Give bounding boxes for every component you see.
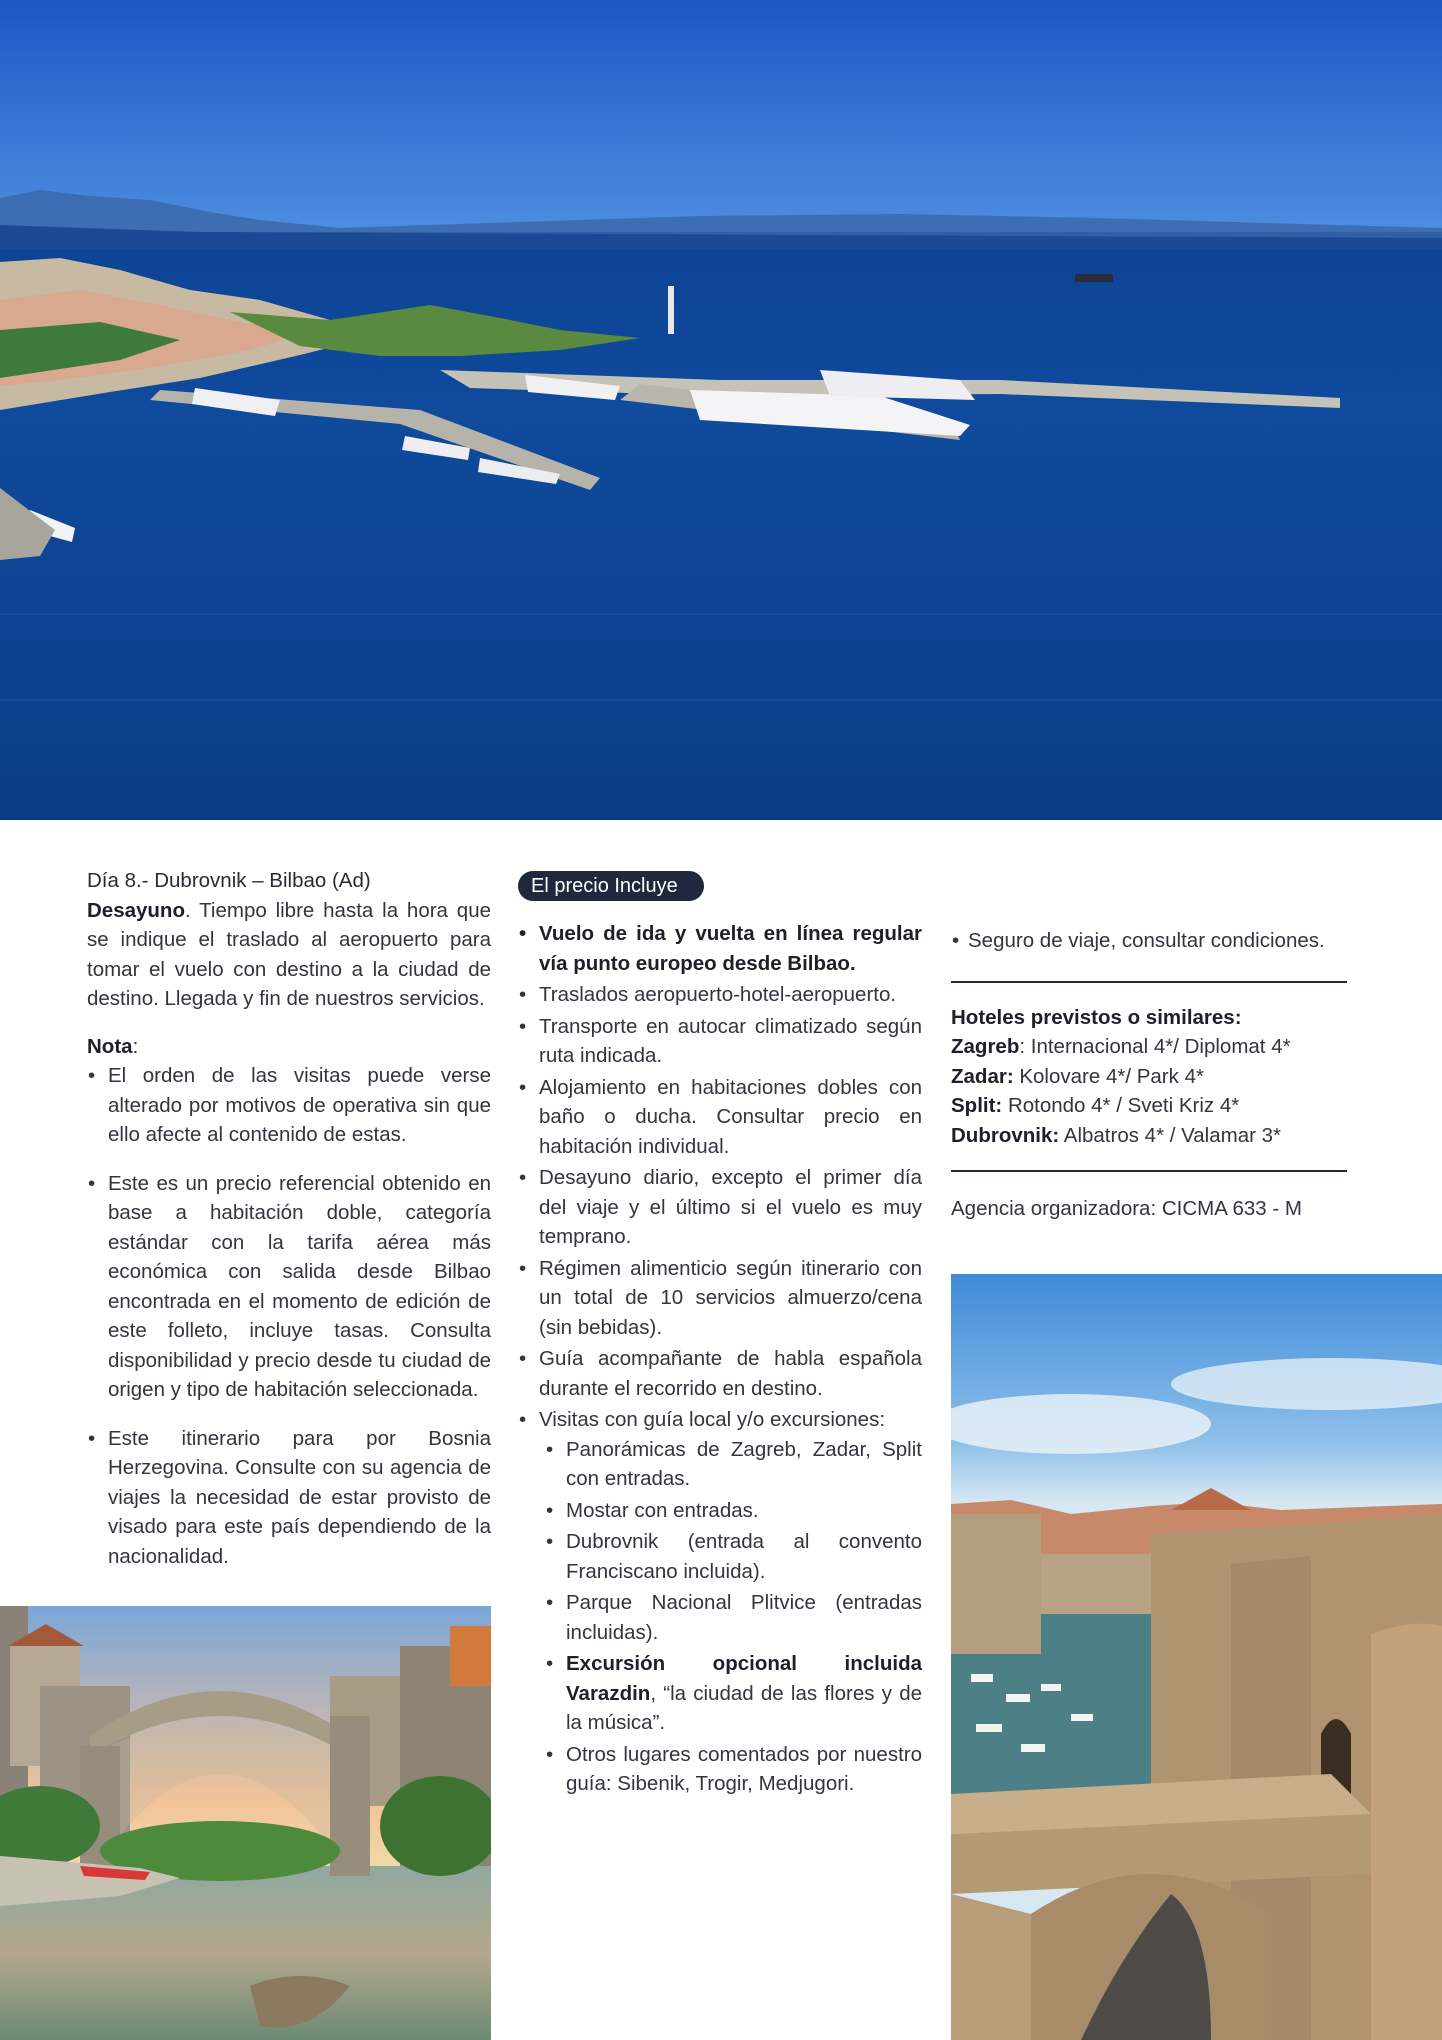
visita-item: • Otros lugares comentados por nuestro guía: Sibenik, Trogir, Medjugori. [545,1740,922,1799]
nota-colon: : [132,1034,139,1058]
hotel-list: Albatros 4* / Valamar 3* [1059,1123,1282,1147]
hotel-list: Rotondo 4* / Sveti Kriz 4* [1002,1094,1240,1117]
visitas-sublist [539,1435,922,1799]
incluye-list [518,919,922,1799]
day-8-body: . Tiempo libre hasta la hora que se indique el traslado al aeropuerto para tomar el vuelo con destino a la ciudad de destino. Llegada y fin de nuestros servicios. [87,898,491,1010]
nota-item: • El orden de las visitas puede verse alterado por motivos de operativa sin que ello afecte al contenido de estas. [87,1061,491,1150]
divider-top [951,981,1347,983]
incluye-item: • Transporte en autocar climatizado según ruta indicada. [518,1012,922,1071]
divider-bottom [951,1170,1347,1172]
hotel-city: Zadar: [951,1064,1014,1088]
incluye-item: • Guía acompañante de habla española durante el recorrido en destino. [518,1344,922,1403]
excursion-bold: Excursión opcional incluida Varazdin [566,1652,922,1705]
hotel-row [951,1062,1347,1092]
nota-item: • Este itinerario para por Bosnia Herzegovina. Consulte con su agencia de viajes la necesidad de estar provisto de visado para este país dependiendo de la nacionalidad. [87,1424,491,1572]
desayuno-label: Desayuno [87,898,185,922]
column-itinerary [87,866,491,1590]
mostar-bridge-photo [0,1606,491,2040]
hotel-list: Internacional 4*/ Diplomat 4* [1025,1035,1291,1058]
hotel-row [951,1121,1347,1151]
hotel-row [951,1032,1347,1062]
incluye-item-visitas [518,1405,922,1799]
column-hoteles [951,926,1347,1224]
excursion-rest: , “la ciudad de las flores y de la música”. [566,1681,922,1734]
hotel-row [951,1091,1347,1121]
hotel-city: Split: [951,1094,1003,1117]
visita-item-varazdin [545,1649,922,1738]
hero-harbor-photo [0,0,1442,820]
hotel-city: Dubrovnik: [951,1123,1060,1147]
seguro-list [951,926,1347,956]
incluye-item: • Traslados aeropuerto-hotel-aeropuerto. [518,980,922,1010]
visita-item: • Mostar con entradas. [545,1496,922,1526]
hotel-list: Kolovare 4*/ Park 4* [1013,1064,1204,1088]
nota-label: Nota [87,1034,133,1058]
agencia-text: Agencia organizadora: CICMA 633 - M [951,1197,1302,1220]
nota-heading [87,1032,491,1062]
incluye-item: • Alojamiento en habitaciones dobles con baño o ducha. Consultar precio en habitación individual. [518,1073,922,1162]
day-8-text [87,896,491,1014]
incluye-item: • Vuelo de ida y vuelta en línea regular vía punto europeo desde Bilbao. [518,919,922,978]
nota-item: • Este es un precio referencial obtenido en base a habitación doble, categoría estándar con la tarifa aérea más económica con salida desde Bilbao encontrada en el momento de edición de este folleto, incluye tasas. Consulta disponibilidad y precio desde tu ciudad de origen y tipo de habitación seleccionada. [87,1169,491,1405]
incluye-item: • Régimen alimenticio según itinerario con un total de 10 servicios almuerzo/cena (sin bebidas). [518,1254,922,1343]
precio-incluye-badge: El precio Incluye [518,871,704,901]
hotel-sep: : [1019,1035,1026,1058]
visita-item: • Dubrovnik (entrada al convento Franciscano incluida). [545,1527,922,1586]
day-8-title: Día 8.- Dubrovnik – Bilbao (Ad) [87,869,371,892]
seguro-item: • Seguro de viaje, consultar condiciones. [951,926,1347,956]
dubrovnik-walls-photo [951,1274,1442,2040]
visita-item: • Parque Nacional Plitvice (entradas incluidas). [545,1588,922,1647]
hoteles-title: Hoteles previstos o similares: [951,1005,1242,1029]
nota-list [87,1061,491,1571]
hotel-city: Zagreb [951,1035,1020,1058]
incluye-item: • Desayuno diario, excepto el primer día del viaje y el último si el vuelo es muy temprano. [518,1163,922,1252]
visitas-label: Visitas con guía local y/o excursiones: [539,1408,886,1431]
visita-item: • Panorámicas de Zagreb, Zadar, Split con entradas. [545,1435,922,1494]
column-precio-incluye [518,871,922,1801]
